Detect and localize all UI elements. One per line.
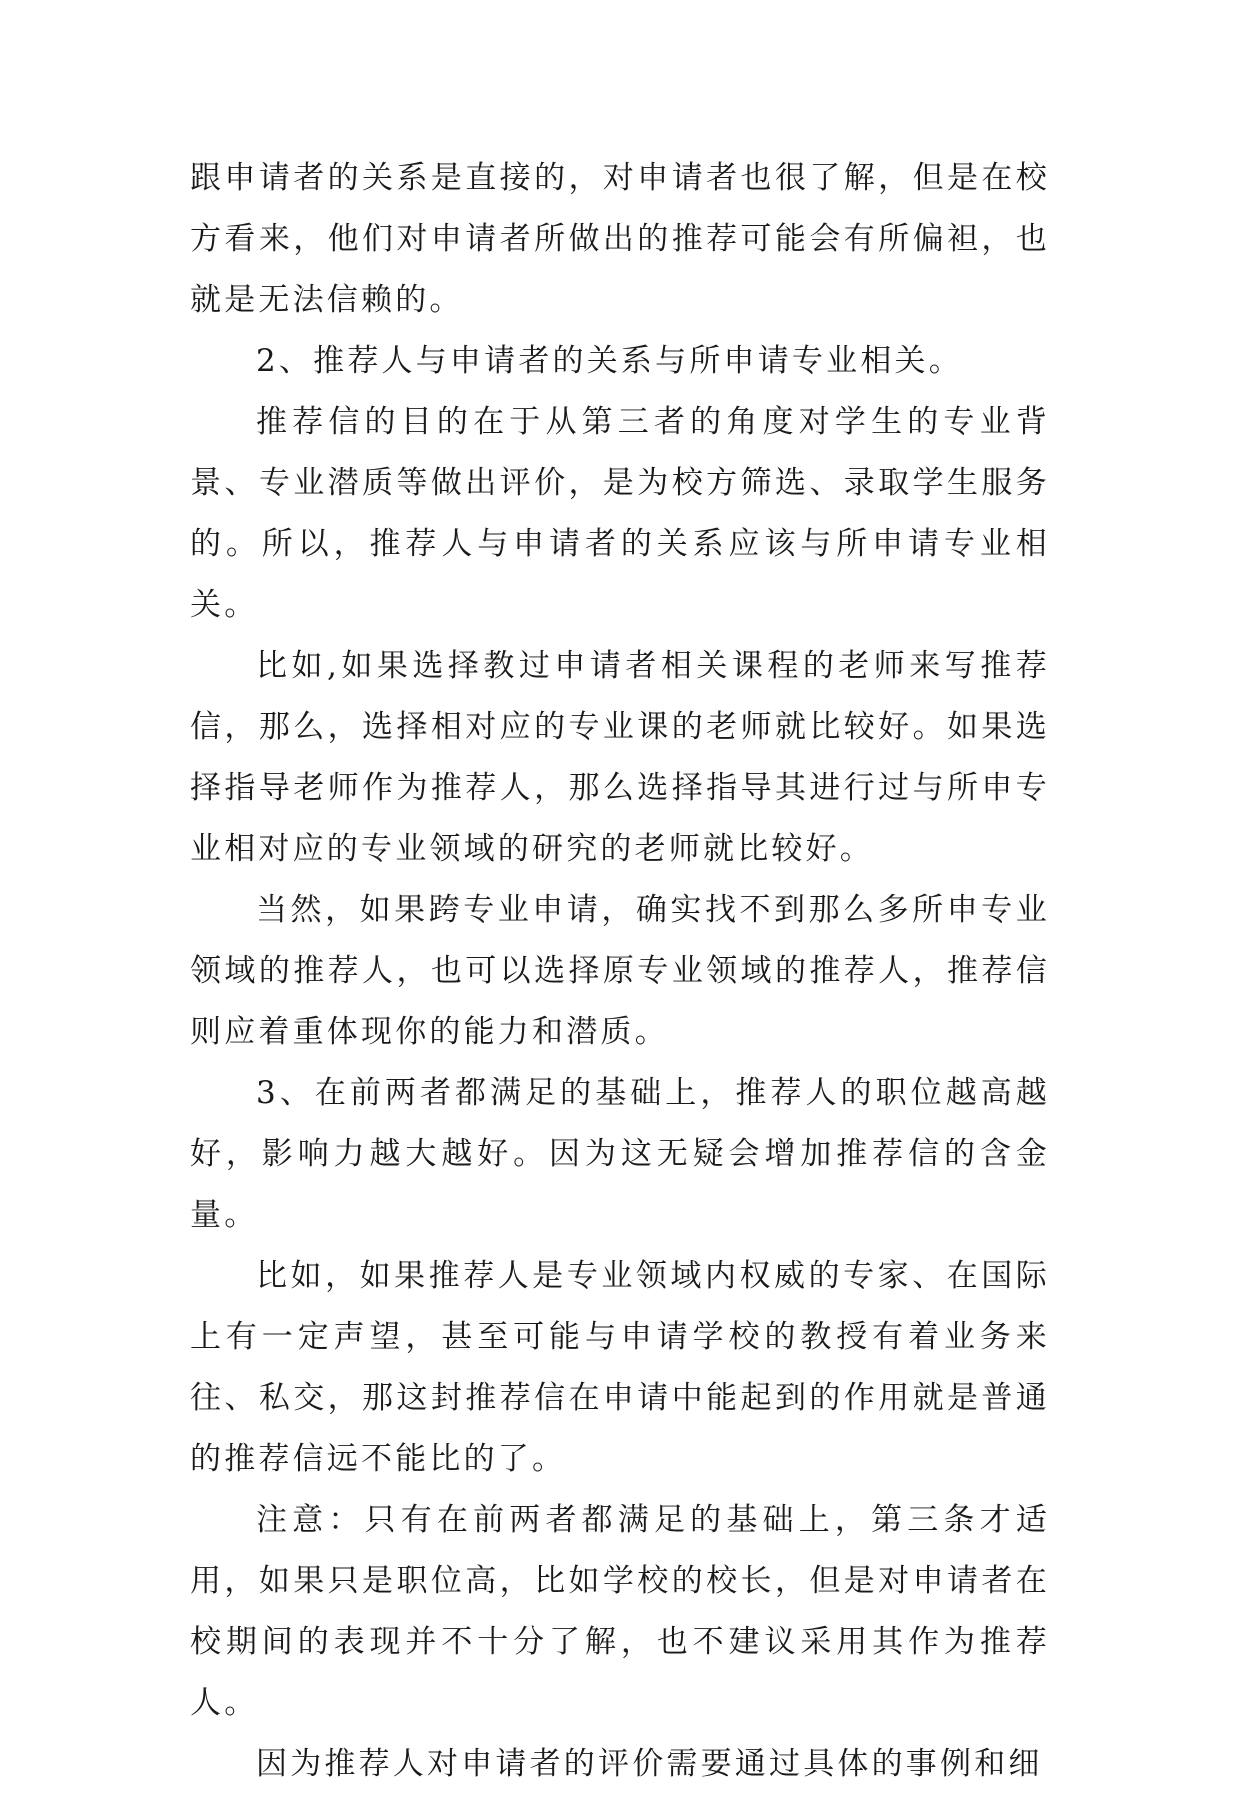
paragraph-1: 跟申请者的关系是直接的，对申请者也很了解，但是在校方看来，他们对申请者所做出的推荐可能会有所偏袒，也就是无法信赖的。 bbox=[190, 160, 1050, 318]
paragraph-8: 注意：只有在前两者都满足的基础上，第三条才适用，如果只是职位高，比如学校的校长，但是对申请者在校期间的表现并不十分了解，也不建议采用其作为推荐人。 bbox=[190, 1502, 1050, 1721]
paragraph-3: 推荐信的目的在于从第三者的角度对学生的专业背景、专业潜质等做出评价，是为校方筛选、录取学生服务的。所以，推荐人与申请者的关系应该与所申请专业相关。 bbox=[190, 404, 1050, 623]
paragraph-9: 因为推荐人对申请者的评价需要通过具体的事例和细 bbox=[256, 1746, 1043, 1782]
document-body bbox=[190, 148, 1050, 1795]
paragraph-4: 比如,如果选择教过申请者相关课程的老师来写推荐信，那么，选择相对应的专业课的老师就比较好。如果选择指导老师作为推荐人，那么选择指导其进行过与所申专业相对应的专业领域的研究的老师就比较好。 bbox=[190, 648, 1050, 867]
paragraph-7: 比如，如果推荐人是专业领域内权威的专家、在国际上有一定声望，甚至可能与申请学校的教授有着业务来往、私交，那这封推荐信在申请中能起到的作用就是普通的推荐信远不能比的了。 bbox=[190, 1258, 1050, 1477]
paragraph-6: 3、在前两者都满足的基础上，推荐人的职位越高越好，影响力越大越好。因为这无疑会增加推荐信的含金量。 bbox=[190, 1075, 1050, 1233]
paragraph-2: 2、推荐人与申请者的关系与所申请专业相关。 bbox=[256, 343, 963, 379]
paragraph-5: 当然，如果跨专业申请，确实找不到那么多所申专业领域的推荐人，也可以选择原专业领域的推荐人，推荐信则应着重体现你的能力和潜质。 bbox=[190, 892, 1050, 1050]
